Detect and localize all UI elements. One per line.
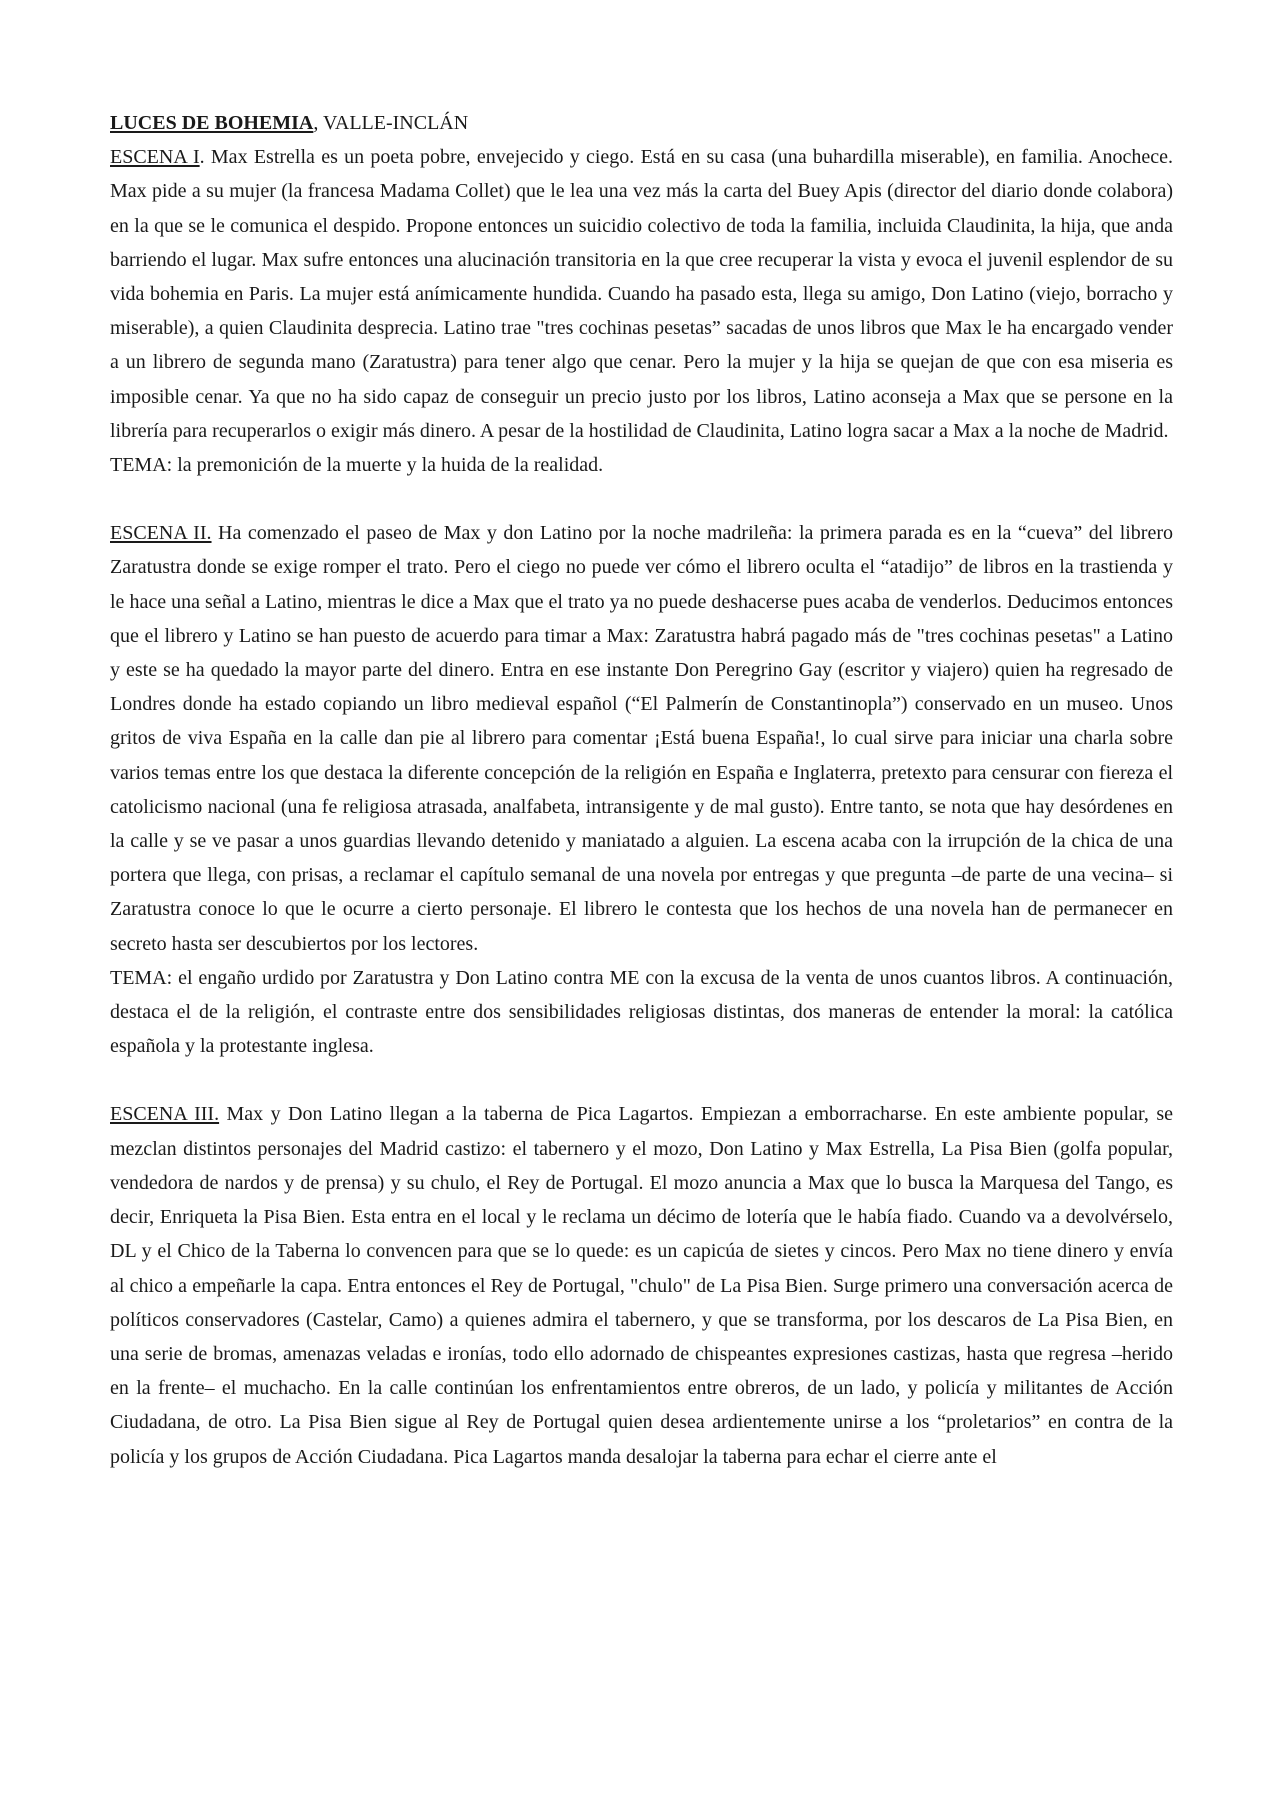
scene-3-paragraph: [110, 1097, 1173, 1473]
scene-1-body: . Max Estrella es un poeta pobre, envejecido y ciego. Está en su casa (una buhardilla miserable), en familia. Anochece. Max pide a su mujer (la francesa Madama Collet) que le lea una vez más la carta del Buey Apis (director del diario donde colabora) en la que se le comunica el despido. Propone entonces un suicidio colectivo de toda la familia, incluida Claudinita, la hija, que anda barriendo el lugar. Max sufre entonces una alucinación transitoria en la que cree recuperar la vista y evoca el juvenil esplendor de su vida bohemia en Paris. La mujer está anímicamente hundida. Cuando ha pasado esta, llega su amigo, Don Latino (viejo, borracho y miserable), a quien Claudinita desprecia. Latino trae "tres cochinas pesetas” sacadas de unos libros que Max le ha encargado vender a un librero de segunda mano (Zaratustra) para tener algo que cenar. Pero la mujer y la hija se quejan de que con esa miseria es imposible cenar. Ya que no ha sido capaz de conseguir un precio justo por los libros, Latino aconseja a Max que se persone en la librería para recuperarlos o exigir más dinero. A pesar de la hostilidad de Claudinita, Latino logra sacar a Max a la noche de Madrid.: [110, 146, 1173, 442]
scene-1-paragraph: [110, 106, 1173, 448]
scene-1-heading: ESCENA I: [110, 146, 200, 169]
section-spacer: [110, 482, 1173, 516]
section-spacer: [110, 1063, 1173, 1097]
scene-2-heading: ESCENA II.: [110, 522, 212, 545]
scene-2-body: Ha comenzado el paseo de Max y don Latino por la noche madrileña: la primera parada es en la “cueva” del librero Zaratustra donde se exige romper el trato. Pero el ciego no puede ver cómo el librero oculta el “atadijo” de libros en la trastienda y le hace una señal a Latino, mientras le dice a Max que el trato ya no puede deshacerse pues acaba de venderlos. Deducimos entonces que el librero y Latino se han puesto de acuerdo para timar a Max: Zaratustra habrá pagado más de "tres cochinas pesetas" a Latino y este se ha quedado la mayor parte del dinero. Entra en ese instante Don Peregrino Gay (escritor y viajero) quien ha regresado de Londres donde ha estado copiando un libro medieval español (“El Palmerín de Constantinopla”) conservado en un museo. Unos gritos de viva España en la calle dan pie al librero para comentar ¡Está buena España!, lo cual sirve para iniciar una charla sobre varios temas entre los que destaca la diferente concepción de la religión en España e Inglaterra, pretexto para censurar con fiereza el catolicismo nacional (una fe religiosa atrasada, analfabeta, intransigente y de mal gusto). Entre tanto, se nota que hay desórdenes en la calle y se ve pasar a unos guardias llevando detenido y maniatado a alguien. La escena acaba con la irrupción de la chica de una portera que llega, con prisas, a reclamar el capítulo semanal de una novela por entregas y que pregunta –de parte de una vecina– si Zaratustra conoce lo que le ocurre a cierto personaje. El librero le contesta que los hechos de una novela han de permanecer en secreto hasta ser descubiertos por los lectores.: [110, 522, 1174, 955]
scene-3-body: Max y Don Latino llegan a la taberna de Pica Lagartos. Empiezan a emborracharse. En este ambiente popular, se mezclan distintos personajes del Madrid castizo: el tabernero y el mozo, Don Latino y Max Estrella, La Pisa Bien (golfa popular, vendedora de nardos y de prensa) y su chulo, el Rey de Portugal. El mozo anuncia a Max que lo busca la Marquesa del Tango, es decir, Enriqueta la Pisa Bien. Esta entra en el local y le reclama un décimo de lotería que le había fiado. Cuando va a devolvérselo, DL y el Chico de la Taberna lo convencen para que se lo quede: es un capicúa de sietes y cincos. Pero Max no tiene dinero y envía al chico a empeñarle la capa. Entra entonces el Rey de Portugal, "chulo" de La Pisa Bien. Surge primero una conversación acerca de políticos conservadores (Castelar, Camo) a quienes admira el tabernero, y que se transforma, por los descaros de La Pisa Bien, en una serie de bromas, amenazas veladas e ironías, todo ello adornado de chispeantes expresiones castizas, hasta que regresa –herido en la frente– el muchacho. En la calle continúan los enfrentamientos entre obreros, de un lado, y policía y militantes de Acción Ciudadana, de otro. La Pisa Bien sigue al Rey de Portugal quien desea ardientemente unirse a los “proletarios” en contra de la policía y los grupos de Acción Ciudadana. Pica Lagartos manda desalojar la taberna para echar el cierre ante el: [110, 1103, 1173, 1468]
scene-2-paragraph: [110, 516, 1173, 961]
scene-3-heading: ESCENA III.: [110, 1103, 220, 1126]
document-page: [110, 106, 1173, 1474]
document-title-author: , VALLE-INCLÁN: [313, 112, 469, 134]
scene-2-theme: TEMA: el engaño urdido por Zaratustra y Don Latino contra ME con la excusa de la venta de unos cuantos libros. A continuación, destaca el de la religión, el contraste entre dos sensibilidades religiosas distintas, dos maneras de entender la moral: la católica española y la protestante inglesa.: [110, 966, 1173, 1058]
document-title: LUCES DE BOHEMIA: [110, 112, 314, 134]
scene-1-theme: TEMA: la premonición de la muerte y la huida de la realidad.: [110, 454, 604, 477]
